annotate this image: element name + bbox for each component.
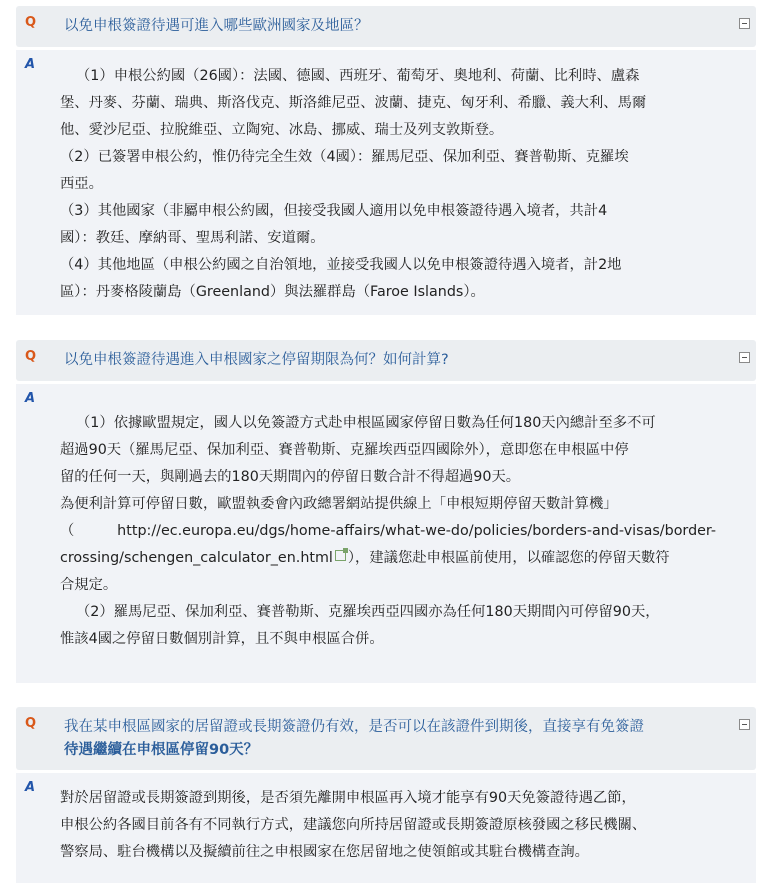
question-header[interactable] (16, 707, 756, 770)
question-mark-icon: Q (25, 349, 37, 364)
answer-panel (16, 50, 756, 315)
faq-item-1 (16, 6, 756, 315)
faq-item-3 (16, 707, 756, 883)
answer-mark-icon: A (25, 780, 36, 795)
answer-text (16, 50, 756, 306)
answer-text (16, 384, 756, 653)
collapse-icon[interactable] (739, 719, 750, 730)
answer-line: 合規定。 (60, 577, 118, 593)
faq-item-2 (16, 340, 756, 683)
answer-line: （1）依據歐盟規定，國人以免簽證方式赴申根區國家停留日數為任何180天內總計至多不可 (76, 415, 656, 431)
answer-line: （2）已簽署申根公約，惟仍待完全生效（4國）：羅馬尼亞、保加利亞、賽普勒斯、克羅埃 (60, 149, 629, 165)
question-line[interactable]: 待遇繼續在申根區停留90天？ (64, 742, 259, 758)
question-mark-icon: Q (25, 15, 37, 30)
answer-line: 超過90天（羅馬尼亞、保加利亞、賽普勒斯、克羅埃西亞四國除外），意即您在申根區中停 (60, 442, 629, 458)
question-text[interactable]: 以免申根簽證待遇進入申根國家之停留期限為何？如何計算? (64, 352, 449, 368)
answer-line: 對於居留證或長期簽證到期後，是否須先離開申根區再入境才能享有90天免簽證待遇乙節， (60, 790, 636, 806)
question-text[interactable] (16, 707, 756, 762)
answer-mark-icon: A (25, 391, 36, 406)
answer-text (16, 773, 756, 866)
answer-line-continued: ），建議您赴申根區前使用，以確認您的停留天數符 (347, 550, 670, 566)
answer-mark-icon: A (25, 57, 36, 72)
answer-line: 申根公約各國目前各有不同執行方式，建議您向所持居留證或長期簽證原核發國之移民機關、 (60, 817, 647, 833)
answer-line: 警察局、駐台機構以及擬續前往之申根國家在您居留地之使領館或其駐台機構查詢。 (60, 844, 589, 860)
answer-line: （3）其他國家（非屬申根公約國，但接受我國人適用以免申根簽證待遇入境者，共計4 (60, 203, 608, 219)
answer-line: 堡、丹麥、芬蘭、瑞典、斯洛伐克、斯洛維尼亞、波蘭、捷克、匈牙利、希臘、義大利、馬爾 (60, 95, 647, 111)
answer-panel (16, 384, 756, 683)
answer-line: 惟該4國之停留日數個別計算，且不與申根區合併。 (60, 631, 384, 647)
answer-line: 為便利計算可停留日數，歐盟執委會內政總署網站提供線上「申根短期停留天數計算機」 (60, 496, 618, 512)
answer-line: （4）其他地區（申根公約國之自治領地，並接受我國人以免申根簽證待遇入境者，計2地 (60, 257, 622, 273)
question-line[interactable]: 我在某申根區國家的居留證或長期簽證仍有效，是否可以在該證件到期後，直接享有免簽證 (64, 719, 644, 735)
collapse-icon[interactable] (739, 352, 750, 363)
schengen-calculator-link[interactable]: crossing/schengen_calculator_en.html (60, 550, 333, 566)
answer-line: 留的任何一天，與剛過去的180天期間內的停留日數合計不得超過90天。 (60, 469, 521, 485)
answer-line: 國）：教廷、摩納哥、聖馬利諾、安道爾。 (60, 230, 325, 246)
question-header[interactable] (16, 6, 756, 47)
answer-line: 他、愛沙尼亞、拉脫維亞、立陶宛、冰島、挪威、瑞士及列支敦斯登。 (60, 122, 504, 138)
answer-line: 西亞。 (60, 176, 103, 192)
external-link-icon[interactable] (335, 550, 346, 561)
answer-line: （1）申根公約國（26國）：法國、德國、西班牙、葡萄牙、奧地利、荷蘭、比利時、盧森 (76, 68, 640, 84)
answer-line: （2）羅馬尼亞、保加利亞、賽普勒斯、克羅埃西亞四國亦為任何180天期間內可停留90天， (76, 604, 660, 620)
answer-line (60, 545, 718, 572)
collapse-icon[interactable] (739, 18, 750, 29)
question-text[interactable]: 以免申根簽證待遇可進入哪些歐洲國家及地區？ (64, 18, 369, 34)
question-mark-icon: Q (25, 716, 37, 731)
answer-line: （ http://ec.europa.eu/dgs/home-affairs/what-we-do/policies/borders-and-visas/border- (60, 523, 717, 539)
question-header[interactable] (16, 340, 756, 381)
answer-line: 區）：丹麥格陵蘭島（Greenland）與法羅群島（Faroe Islands）。 (60, 284, 485, 300)
answer-panel (16, 773, 756, 883)
